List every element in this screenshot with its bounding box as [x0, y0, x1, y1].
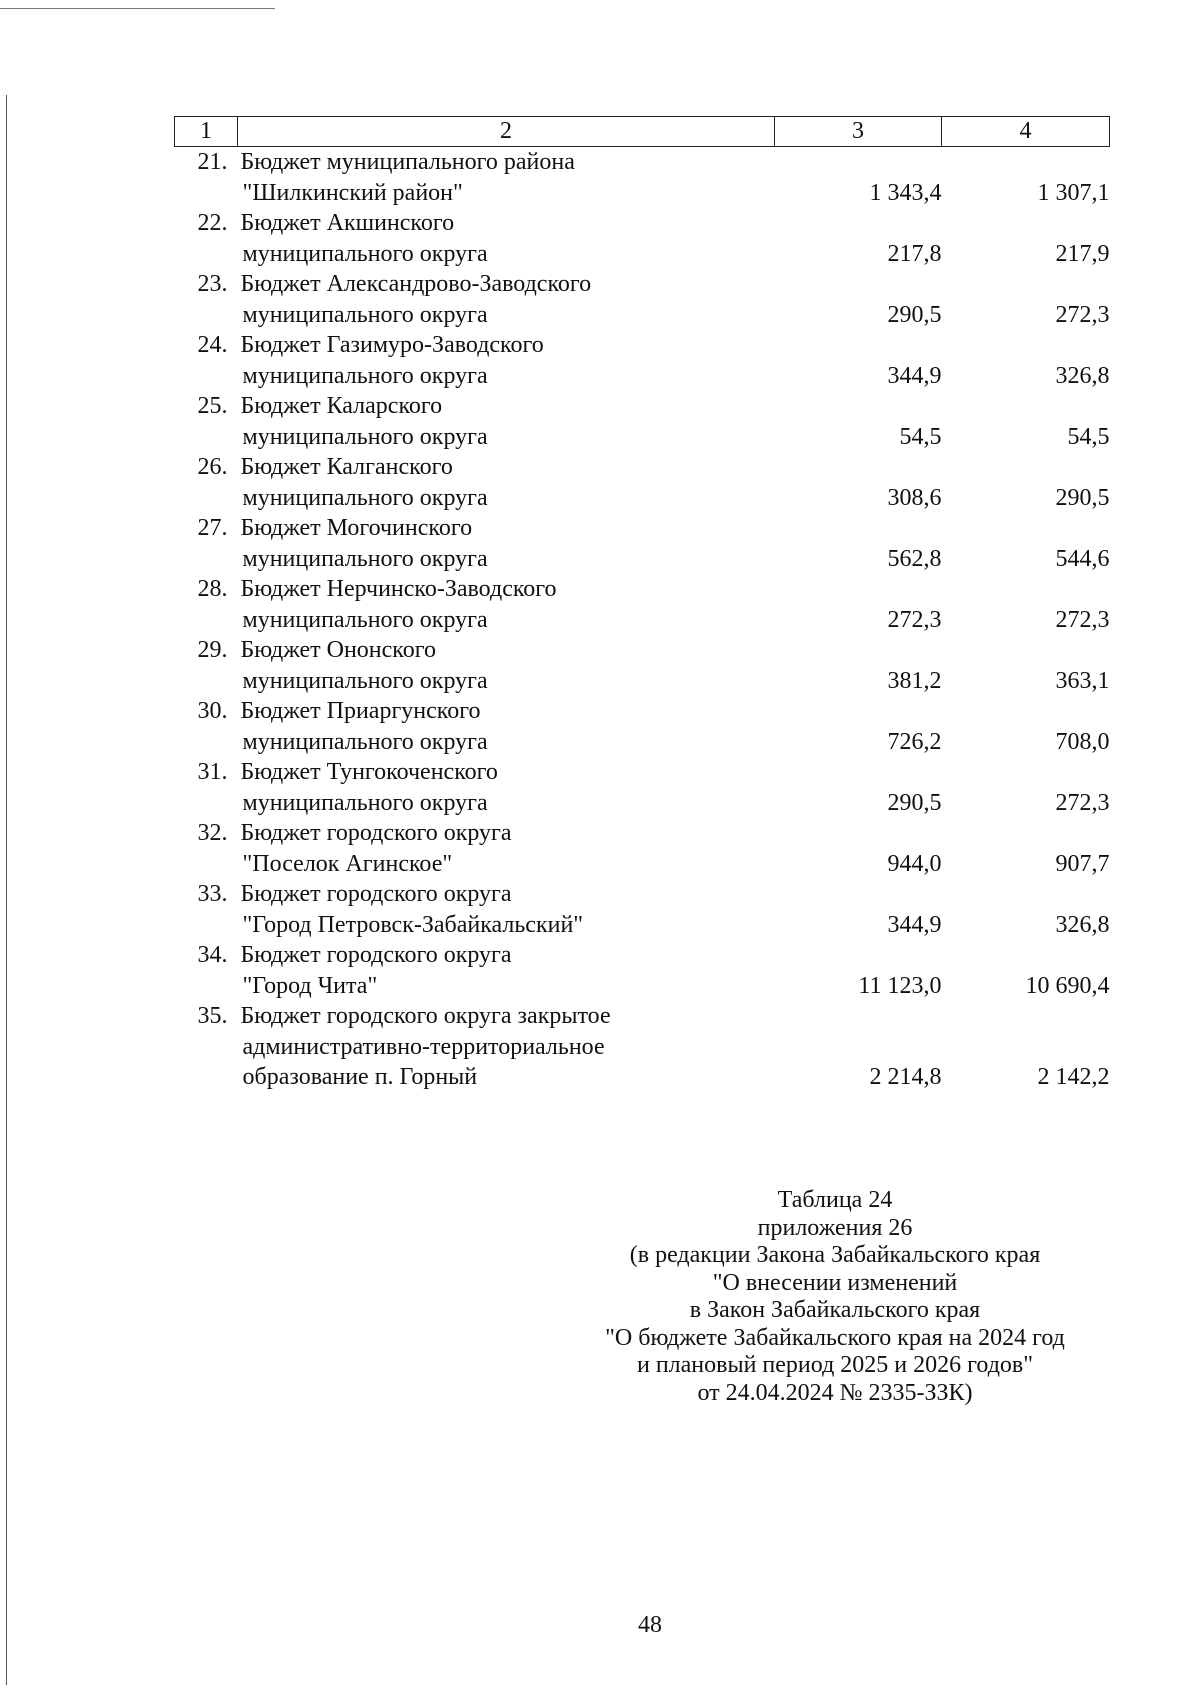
budget-name: [238, 269, 775, 330]
budget-table-wrapper: [174, 116, 1109, 1093]
row-number: 27.: [197, 515, 228, 541]
value-col-4: 363,1: [1055, 667, 1110, 694]
table-row: [175, 208, 1110, 269]
budget-name-line: Бюджет городского округа: [240, 820, 512, 846]
annotation-line: и плановый период 2025 и 2026 годов": [636, 1352, 1034, 1378]
row-number: 25.: [197, 393, 228, 419]
budget-name: [238, 635, 775, 696]
budget-name: [238, 879, 775, 940]
budget-name: [238, 1001, 775, 1093]
budget-table: [174, 116, 1110, 1093]
budget-name-line: муниципального округа: [242, 789, 488, 816]
budget-name-line: административно-территориальное: [242, 1033, 605, 1060]
value-col-4: 290,5: [1055, 484, 1110, 511]
value-col-3: 726,2: [887, 728, 942, 755]
table-row: [175, 635, 1110, 696]
annotation-line: "О бюджете Забайкальского края на 2024 год: [605, 1324, 1065, 1351]
budget-name-line: муниципального округа: [242, 606, 488, 633]
value-col-4: 54,5: [1067, 423, 1110, 450]
scan-edge-left: [6, 95, 7, 1685]
value-col-3: 290,5: [887, 301, 942, 328]
value-col-4: 1 307,1: [1037, 179, 1110, 206]
value-col-3: 308,6: [887, 484, 942, 511]
value-col-3: 217,8: [887, 240, 942, 267]
table-row: [175, 757, 1110, 818]
value-col-3: 944,0: [887, 850, 942, 877]
value-col-3: 381,2: [887, 667, 942, 694]
value-col-4: 544,6: [1055, 545, 1110, 572]
table-body: [175, 147, 1110, 1093]
value-col-4: 326,8: [1055, 911, 1110, 938]
value-col-3: 562,8: [887, 545, 942, 572]
table-row: [175, 818, 1110, 879]
budget-name-line: Бюджет Калганского: [240, 454, 453, 480]
table-row: [175, 391, 1110, 452]
annotation-line: Таблица 24: [777, 1187, 893, 1213]
value-col-4: 272,3: [1055, 301, 1110, 328]
budget-name-line: Бюджет Тунгокоченского: [240, 759, 498, 785]
row-number: 22.: [197, 210, 228, 236]
row-number: 32.: [197, 820, 228, 846]
row-number: 33.: [197, 881, 228, 907]
annotation-line: в Закон Забайкальского края: [689, 1297, 981, 1323]
budget-name-line: муниципального округа: [242, 301, 488, 328]
budget-name: [238, 757, 775, 818]
budget-name-line: Бюджет Каларского: [240, 393, 443, 419]
budget-name-line: муниципального округа: [242, 545, 488, 572]
budget-name: [238, 940, 775, 1001]
budget-name-line: "Город Петровск-Забайкальский": [242, 911, 584, 938]
row-number: 24.: [197, 332, 228, 358]
budget-name: [238, 696, 775, 757]
budget-name: [238, 818, 775, 879]
budget-name-line: "Шилкинский район": [242, 179, 463, 206]
row-number: 34.: [197, 942, 228, 968]
value-col-4: 907,7: [1055, 850, 1110, 877]
budget-name-line: "Город Чита": [242, 972, 378, 999]
row-number: 31.: [197, 759, 228, 785]
budget-name-line: Бюджет Акшинского: [240, 210, 455, 236]
budget-name-line: Бюджет городского округа: [240, 881, 512, 907]
value-col-3: 290,5: [887, 789, 942, 816]
header-col-1: 1: [175, 117, 238, 147]
value-col-3: 344,9: [887, 911, 942, 938]
table-annotation: [595, 1187, 1075, 1407]
annotation-line: приложения 26: [757, 1214, 913, 1241]
header-col-3: 3: [775, 117, 942, 147]
budget-name: [238, 147, 775, 209]
value-col-3: 272,3: [887, 606, 942, 633]
value-col-4: 708,0: [1055, 728, 1110, 755]
page-number: 48: [638, 1612, 662, 1638]
table-row: [175, 269, 1110, 330]
budget-name-line: муниципального округа: [242, 484, 488, 511]
budget-name-line: Бюджет Александрово-Заводского: [240, 271, 592, 297]
table-row: [175, 330, 1110, 391]
scan-edge-top: [0, 8, 275, 9]
table-row: [175, 452, 1110, 513]
budget-name-line: Бюджет Приаргунского: [240, 698, 481, 724]
budget-name: [238, 574, 775, 635]
header-col-4: 4: [942, 117, 1110, 147]
row-number: 23.: [197, 271, 228, 297]
budget-name-line: "Поселок Агинское": [242, 850, 453, 877]
table-row: [175, 696, 1110, 757]
budget-name-line: Бюджет Могочинского: [240, 515, 473, 541]
value-col-4: 217,9: [1055, 240, 1110, 267]
table-row: [175, 147, 1110, 209]
budget-name-line: Бюджет Газимуро-Заводского: [240, 332, 544, 358]
budget-name-line: Бюджет Ононского: [240, 637, 436, 663]
table-row: [175, 574, 1110, 635]
row-number: 21.: [197, 149, 228, 175]
value-col-4: 10 690,4: [1025, 972, 1110, 999]
row-number: 29.: [197, 637, 228, 663]
value-col-4: 272,3: [1055, 789, 1110, 816]
table-row: [175, 1001, 1110, 1093]
budget-name-line: Бюджет муниципального района: [240, 149, 575, 175]
row-number: 35.: [197, 1003, 228, 1029]
value-col-3: 1 343,4: [869, 179, 942, 206]
budget-name-line: муниципального округа: [242, 667, 488, 694]
value-col-3: 54,5: [899, 423, 942, 450]
value-col-4: 2 142,2: [1037, 1064, 1110, 1090]
value-col-4: 272,3: [1055, 606, 1110, 633]
table-row: [175, 513, 1110, 574]
budget-name: [238, 452, 775, 513]
annotation-line: от 24.04.2024 № 2335-ЗЗК): [697, 1379, 973, 1406]
value-col-4: 326,8: [1055, 362, 1110, 389]
budget-name-line: Бюджет городского округа закрытое: [240, 1003, 611, 1029]
budget-name-line: муниципального округа: [242, 728, 488, 755]
budget-name: [238, 513, 775, 574]
budget-name: [238, 391, 775, 452]
budget-name-line: Бюджет городского округа: [240, 942, 512, 968]
value-col-3: 2 214,8: [869, 1064, 942, 1090]
table-row: [175, 940, 1110, 1001]
budget-name-line: Бюджет Нерчинско-Заводского: [240, 576, 557, 602]
budget-name-line: муниципального округа: [242, 362, 488, 389]
annotation-line: (в редакции Закона Забайкальского края: [629, 1242, 1041, 1268]
value-col-3: 344,9: [887, 362, 942, 389]
budget-name-line: муниципального округа: [242, 240, 488, 267]
budget-name: [238, 208, 775, 269]
budget-name-line: образование п. Горный: [242, 1064, 478, 1090]
annotation-line: "О внесении изменений: [712, 1269, 958, 1296]
budget-name: [238, 330, 775, 391]
budget-name-line: муниципального округа: [242, 423, 488, 450]
table-header-row: [175, 117, 1110, 147]
value-col-3: 11 123,0: [858, 972, 942, 999]
row-number: 30.: [197, 698, 228, 724]
row-number: 28.: [197, 576, 228, 602]
table-row: [175, 879, 1110, 940]
row-number: 26.: [197, 454, 228, 480]
header-col-2: 2: [238, 117, 775, 147]
